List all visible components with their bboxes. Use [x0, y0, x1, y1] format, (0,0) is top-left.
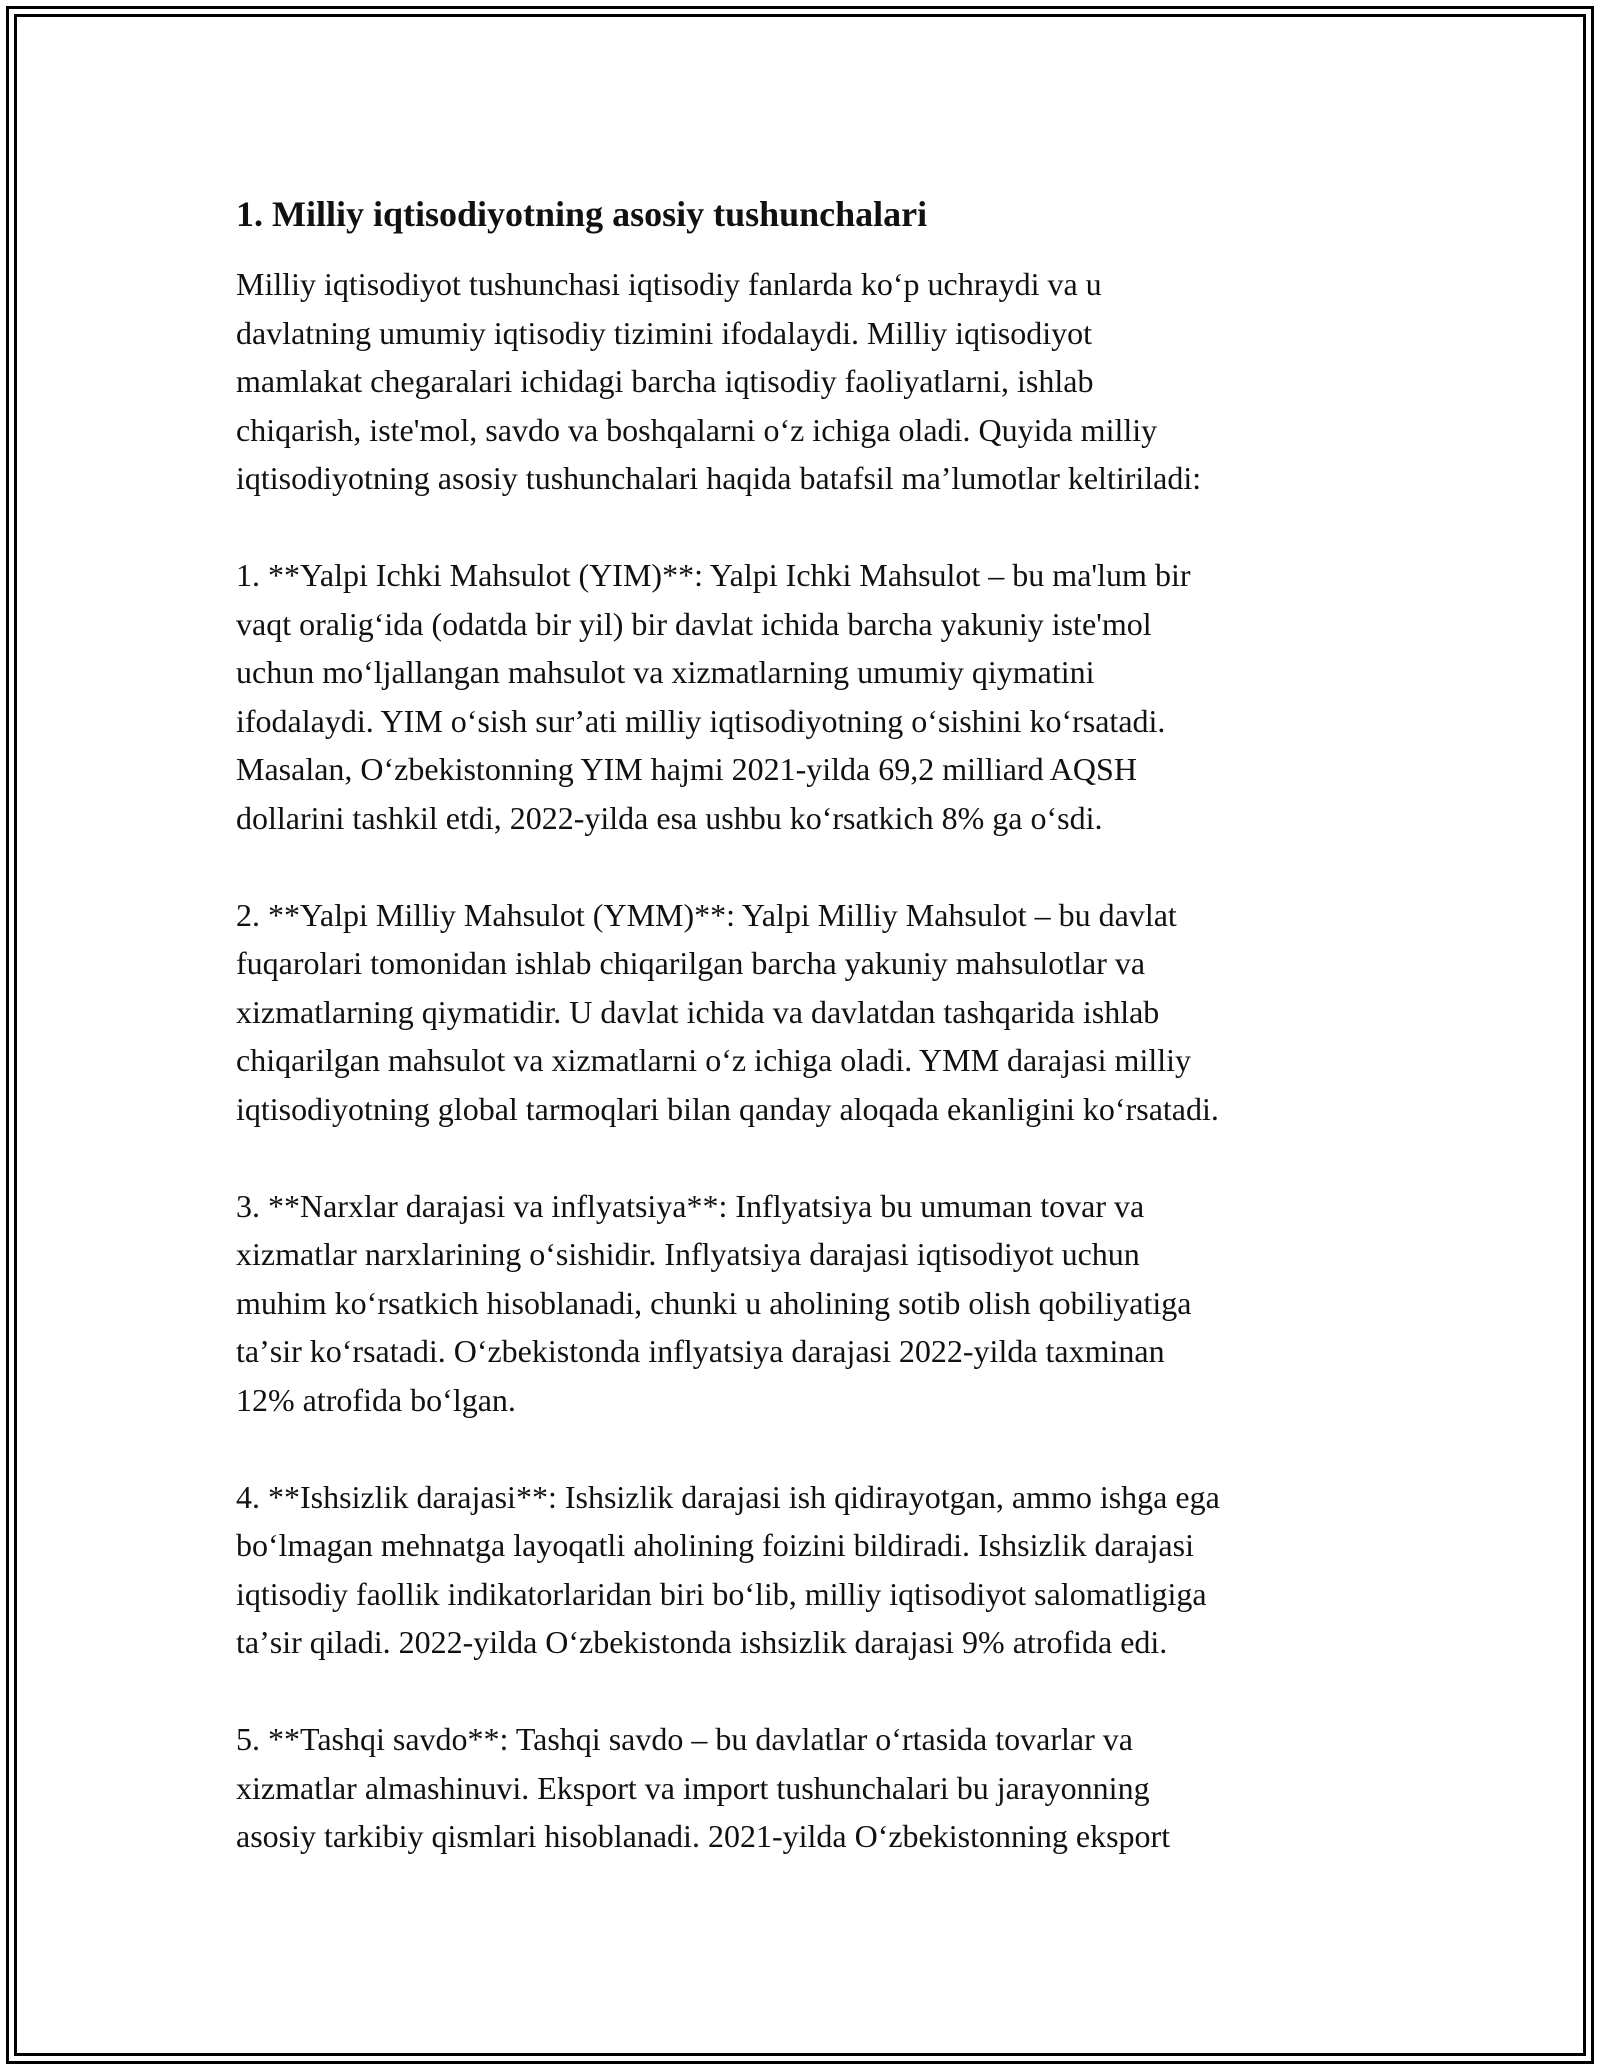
paragraph-line: taʼsir qiladi. 2022-yilda Oʻzbekistonda ishsizlik darajasi 9% atrofida edi. [236, 1624, 1168, 1660]
paragraph-line: xizmatlar narxlarining oʻsishidir. Inflyatsiya darajasi iqtisodiyot uchun [236, 1236, 1140, 1272]
paragraph-line: vaqt oraligʻida (odatda bir yil) bir davlat ichida barcha yakuniy iste'mol [236, 605, 1152, 642]
paragraph-line: muhim koʻrsatkich hisoblanadi, chunki u aholining sotib olish qobiliyatiga [236, 1284, 1192, 1321]
section-heading: 1. Milliy iqtisodiyotning asosiy tushunchalari [236, 194, 928, 234]
paragraph-line: 12% atrofida boʻlgan. [236, 1381, 516, 1418]
paragraph-line: xizmatlar almashinuvi. Eksport va import tushunchalari bu jarayonning [236, 1769, 1150, 1806]
paragraph-line: 4. **Ishsizlik darajasi**: Ishsizlik darajasi ish qidirayotgan, ammo ishga ega [236, 1478, 1220, 1515]
paragraph-line: fuqarolari tomonidan ishlab chiqarilgan barcha yakuniy mahsulotlar va [236, 945, 1146, 981]
paragraph [236, 1182, 1376, 1425]
paragraph-line: iqtisodiyotning asosiy tushunchalari haqida batafsil maʼlumotlar keltiriladi: [236, 460, 1202, 496]
paragraph-line: Milliy iqtisodiyot tushunchasi iqtisodiy fanlarda koʻp uchraydi va u [236, 266, 1102, 302]
paragraph-line: asosiy tarkibiy qismlari hisoblanadi. 2021-yilda Oʻzbekistonning eksport [236, 1818, 1171, 1854]
paragraph-line: uchun moʻljallangan mahsulot va xizmatlarning umumiy qiymatini [236, 654, 1095, 690]
paragraph-line: xizmatlarning qiymatidir. U davlat ichida va davlatdan tashqarida ishlab [236, 993, 1160, 1030]
paragraph [236, 551, 1376, 842]
paragraph-line: ifodalaydi. YIM oʻsish surʼati milliy iqtisodiyotning oʻsishini koʻrsatadi. [236, 702, 1166, 739]
paragraph-line: 2. **Yalpi Milliy Mahsulot (YMM)**: Yalpi Milliy Mahsulot – bu davlat [236, 896, 1177, 933]
paragraph-line: 5. **Tashqi savdo**: Tashqi savdo – bu davlatlar oʻrtasida tovarlar va [236, 1721, 1133, 1757]
paragraph-line: taʼsir koʻrsatadi. Oʻzbekistonda inflyatsiya darajasi 2022-yilda taxminan [236, 1333, 1165, 1369]
paragraph-list [236, 260, 1376, 1861]
paragraph-line: iqtisodiyotning global tarmoqlari bilan qanday aloqada ekanligini koʻrsatadi. [236, 1090, 1219, 1127]
paragraph [236, 1715, 1376, 1861]
paragraph-line: dollarini tashkil etdi, 2022-yilda esa ushbu koʻrsatkich 8% ga oʻsdi. [236, 799, 1103, 836]
paragraph-line: iqtisodiy faollik indikatorlaridan biri boʻlib, milliy iqtisodiyot salomatligiga [236, 1575, 1207, 1612]
paragraph-line: 3. **Narxlar darajasi va inflyatsiya**: Inflyatsiya bu umuman tovar va [236, 1187, 1145, 1224]
paragraph-line: chiqarish, iste'mol, savdo va boshqalarni oʻz ichiga oladi. Quyida milliy [236, 411, 1158, 448]
paragraph [236, 1473, 1376, 1667]
document-body [236, 190, 1376, 1909]
paragraph-line: mamlakat chegaralari ichidagi barcha iqtisodiy faoliyatlarni, ishlab [236, 363, 1094, 399]
paragraph-line: boʻlmagan mehnatga layoqatli aholining foizini bildiradi. Ishsizlik darajasi [236, 1527, 1194, 1563]
paragraph-line: chiqarilgan mahsulot va xizmatlarni oʻz ichiga oladi. YMM darajasi milliy [236, 1042, 1191, 1078]
paragraph [236, 891, 1376, 1134]
paragraph-line: 1. **Yalpi Ichki Mahsulot (YIM)**: Yalpi Ichki Mahsulot – bu ma'lum bir [236, 557, 1191, 593]
paragraph-line: Masalan, Oʻzbekistonning YIM hajmi 2021-yilda 69,2 milliard AQSH [236, 751, 1137, 787]
paragraph [236, 260, 1376, 503]
paragraph-line: davlatning umumiy iqtisodiy tizimini ifodalaydi. Milliy iqtisodiyot [236, 314, 1092, 351]
